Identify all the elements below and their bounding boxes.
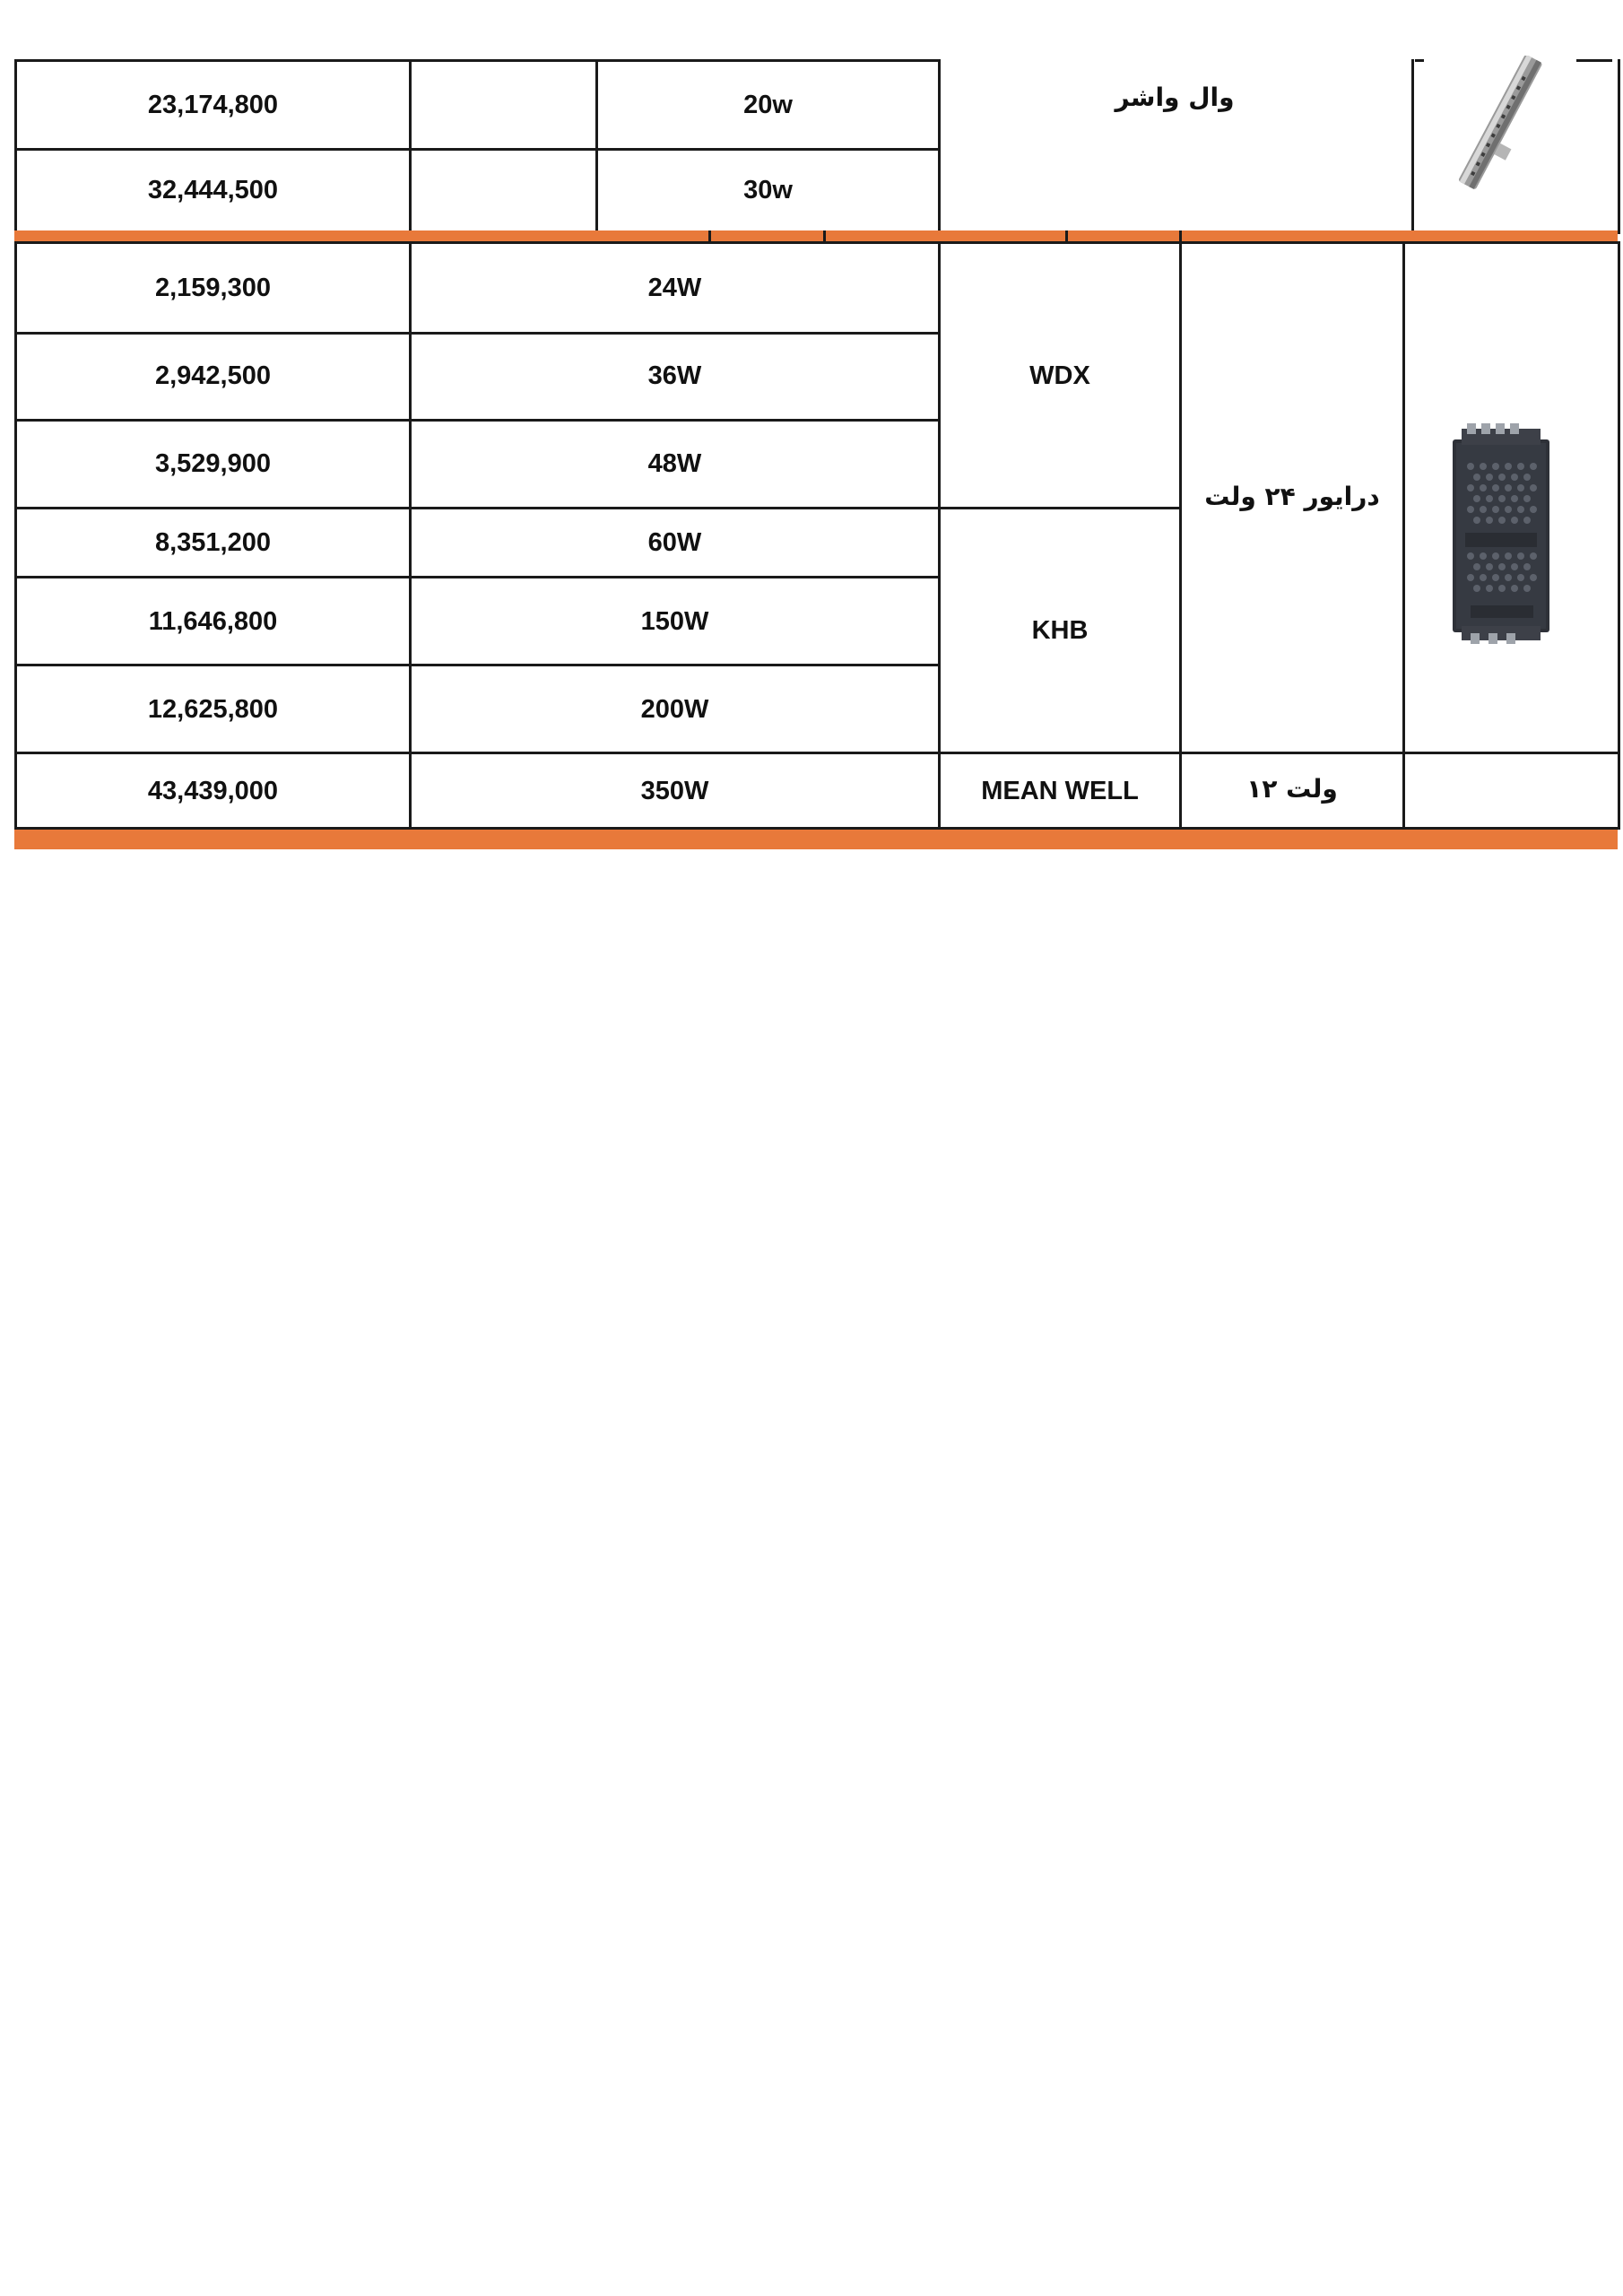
table-rule [1415, 59, 1424, 62]
power-cell: 200W [640, 695, 709, 724]
table-rule [1179, 230, 1182, 241]
table-rule [938, 241, 941, 829]
table-rule [14, 752, 1620, 754]
section-divider-bar [14, 830, 1618, 849]
brand-cell: KHB [1031, 616, 1089, 645]
table-rule [1411, 59, 1414, 234]
product-name: درایور ۲۴ ولت [1204, 482, 1380, 511]
table-rule [1402, 241, 1405, 829]
table-rule [1179, 241, 1182, 829]
table-rule [14, 507, 1180, 509]
price-cell: 43,439,000 [147, 777, 279, 805]
table-rule [595, 59, 598, 234]
table-rule [1618, 241, 1620, 829]
price-cell: 2,942,500 [154, 361, 271, 390]
table-rule [409, 59, 412, 234]
price-cell: 8,351,200 [154, 528, 271, 557]
price-cell: 3,529,900 [154, 449, 271, 478]
table-rule [14, 59, 938, 62]
table-rule [1618, 59, 1620, 234]
section-divider-bar [14, 230, 1618, 241]
price-cell: 11,646,800 [148, 607, 278, 636]
price-cell: 23,174,800 [147, 91, 279, 119]
power-cell: 350W [640, 777, 709, 805]
table-rule [14, 576, 938, 578]
table-rule [14, 664, 938, 666]
table-rule [14, 59, 17, 234]
table-rule [823, 230, 826, 241]
power-supply-image [1444, 422, 1560, 646]
table-rule [14, 148, 938, 151]
product-name: وال واشر [1115, 83, 1235, 112]
table-rule [14, 332, 938, 335]
power-cell: 48W [647, 449, 702, 478]
brand-cell: MEAN WELL [981, 777, 1139, 805]
wall-washer-icon [1435, 56, 1569, 190]
table-rule [708, 230, 711, 241]
power-cell: 30w [743, 176, 793, 204]
power-cell: 36W [647, 361, 702, 390]
power-cell: 150W [640, 607, 709, 636]
table-rule [14, 241, 1620, 244]
power-cell: 60W [647, 528, 702, 557]
power-supply-icon [1444, 422, 1560, 646]
table-rule [1065, 230, 1068, 241]
price-cell: 2,159,300 [154, 274, 271, 302]
price-cell: 32,444,500 [147, 176, 279, 204]
wall-washer-image [1435, 56, 1569, 190]
price-cell: 12,625,800 [147, 695, 279, 724]
power-cell: 20w [743, 91, 793, 119]
table-rule [14, 419, 938, 422]
product-name: ولت ۱۲ [1246, 774, 1338, 804]
table-rule [938, 59, 941, 234]
power-cell: 24W [647, 274, 702, 302]
table-rule [1576, 59, 1612, 62]
brand-cell: WDX [1029, 361, 1090, 390]
